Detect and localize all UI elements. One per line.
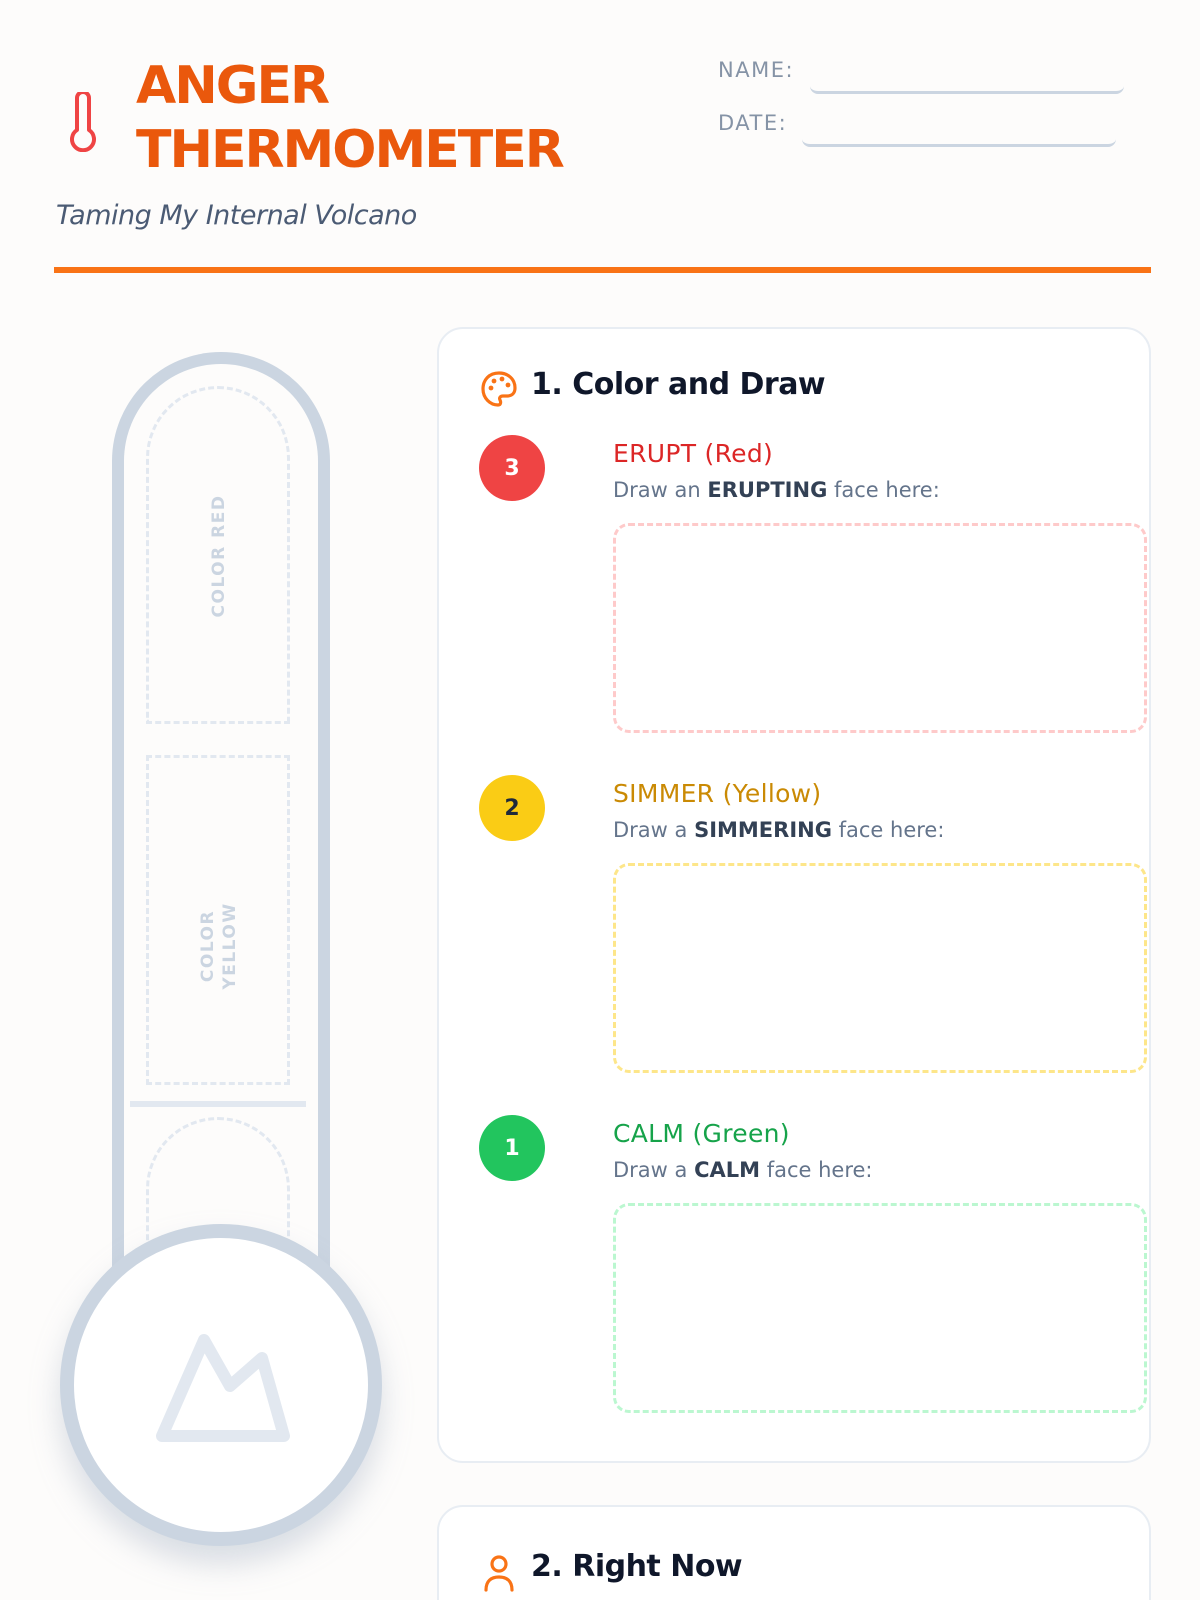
zone-red-label: COLOR RED: [209, 494, 229, 618]
drawing-area-calm[interactable]: [613, 1203, 1147, 1413]
section-title: 2. Right Now: [531, 1549, 743, 1584]
section-color-and-draw: [437, 327, 1151, 1463]
instruction-text: Draw a: [613, 818, 695, 842]
thermometer-icon: [66, 92, 100, 152]
step-number-badge: 1: [479, 1115, 545, 1181]
page-title: [136, 54, 563, 182]
zone-yellow-label: [197, 826, 241, 1066]
instruction-text: Draw a: [613, 1158, 695, 1182]
zone-yellow[interactable]: [146, 755, 290, 1085]
zone-yellow-label-line-2: YELLOW: [220, 902, 240, 990]
zone-divider: [130, 1101, 306, 1107]
zone-yellow-label-line-1: COLOR: [198, 909, 218, 983]
step-calm: [479, 1115, 1119, 1415]
header-divider: [54, 267, 1151, 273]
step-erupt: [479, 435, 1119, 735]
section-title: 1. Color and Draw: [531, 367, 826, 402]
person-icon: [479, 1553, 519, 1593]
title-line-2: THERMOMETER: [136, 120, 563, 180]
name-label: NAME:: [718, 58, 795, 82]
thermometer-graphic: [56, 352, 386, 1548]
step-instruction: [613, 1158, 873, 1182]
section-right-now: [437, 1505, 1151, 1600]
instruction-text: face here:: [827, 478, 940, 502]
drawing-area-simmer[interactable]: [613, 863, 1147, 1073]
step-title: ERUPT (Red): [613, 439, 774, 468]
drawing-area-erupt[interactable]: [613, 523, 1147, 733]
step-number-badge: 2: [479, 775, 545, 841]
zone-red[interactable]: [146, 386, 290, 724]
instruction-emphasis: ERUPTING: [707, 478, 828, 502]
instruction-emphasis: SIMMERING: [694, 818, 832, 842]
date-field[interactable]: [802, 109, 1116, 147]
step-instruction: [613, 818, 944, 842]
instruction-text: face here:: [831, 818, 945, 842]
page-subtitle: Taming My Internal Volcano: [56, 200, 417, 231]
name-field[interactable]: [810, 56, 1124, 94]
step-simmer: [479, 775, 1119, 1075]
instruction-text: Draw an: [613, 478, 708, 502]
step-number-badge: 3: [479, 435, 545, 501]
date-label: DATE:: [718, 111, 788, 135]
palette-icon: [479, 369, 519, 409]
step-title: SIMMER (Yellow): [613, 779, 822, 808]
volcano-icon: [144, 1308, 298, 1462]
instruction-text: face here:: [760, 1158, 873, 1182]
title-line-1: ANGER: [136, 56, 329, 116]
worksheet-header: [54, 40, 1151, 272]
thermometer-bulb: [60, 1224, 382, 1546]
step-title: CALM (Green): [613, 1119, 790, 1148]
step-instruction: [613, 478, 940, 502]
instruction-emphasis: CALM: [694, 1158, 761, 1182]
